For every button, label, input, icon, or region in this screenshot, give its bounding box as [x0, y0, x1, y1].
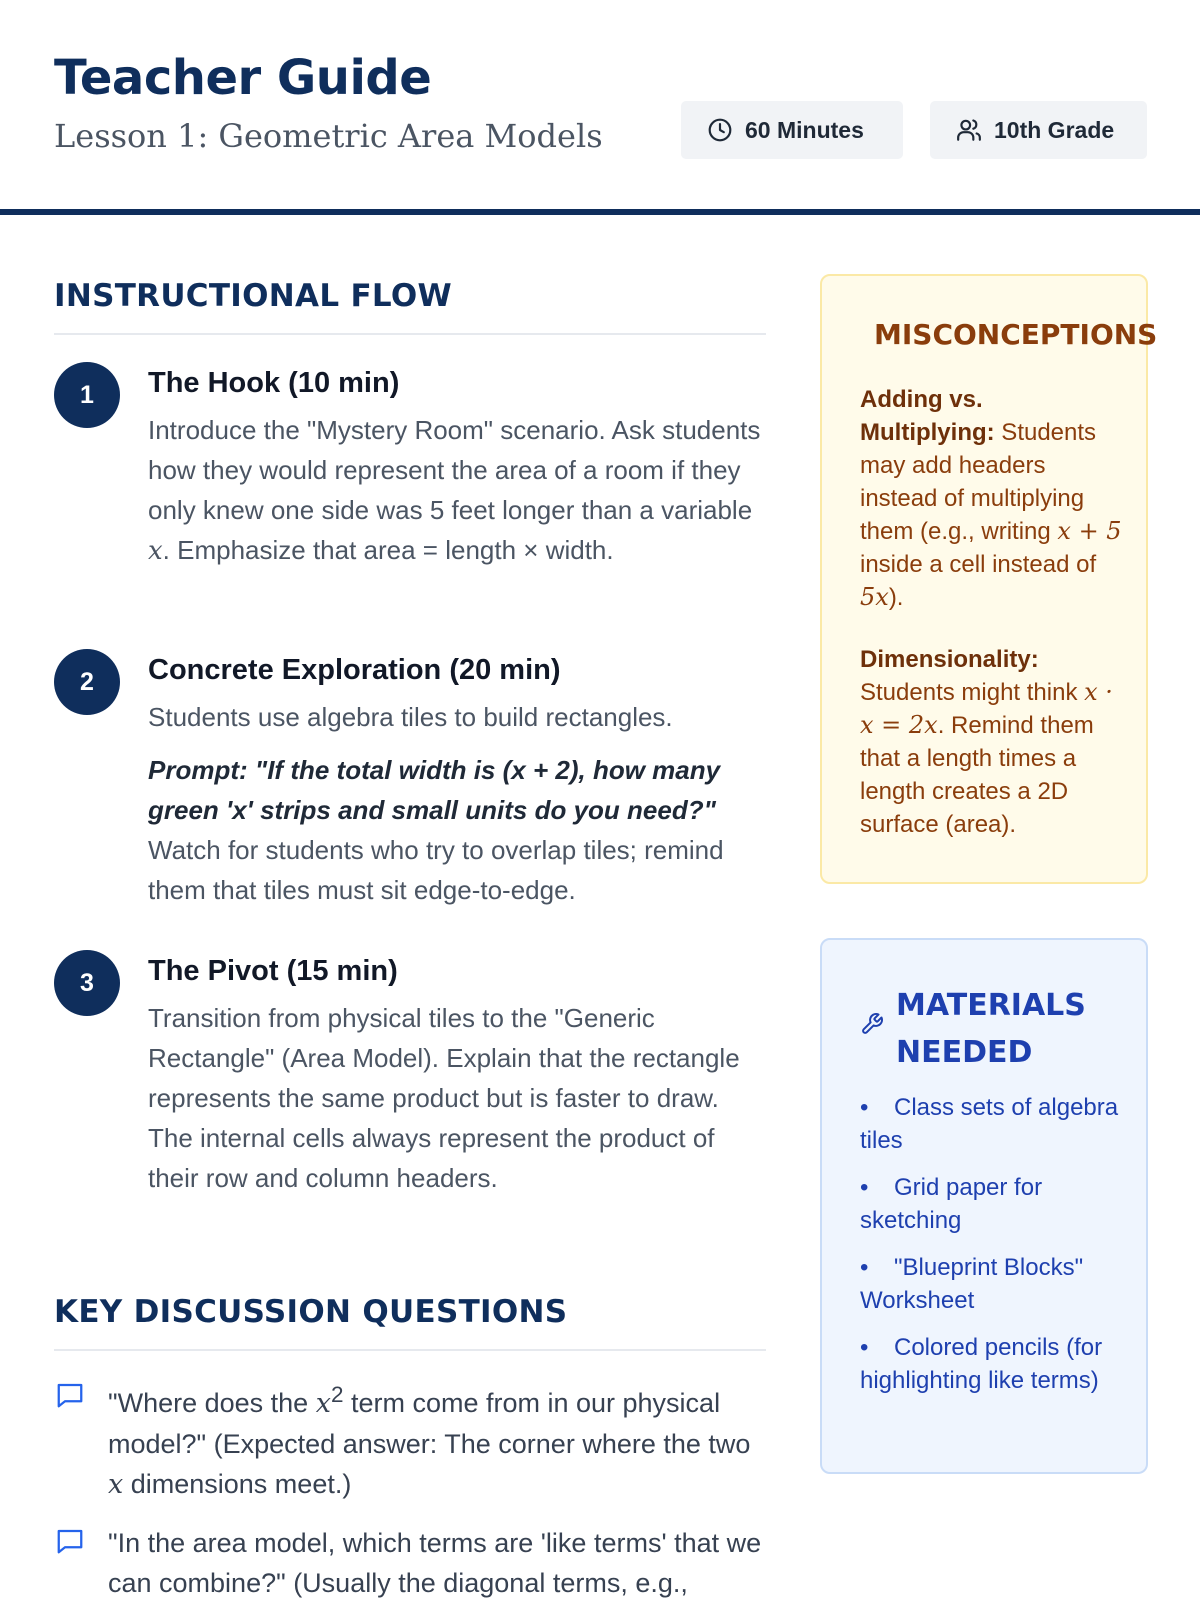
- step-number: 1: [54, 362, 120, 428]
- step-number: 3: [54, 950, 120, 1016]
- misconception-item: Adding vs. Multiplying: Students may add headers instead of multiplying them (e.g., writing x + 5 inside a cell instead of 5x).: [860, 386, 1122, 611]
- list-item: • Class sets of algebra tiles: [860, 1094, 1119, 1154]
- grade-badge: [930, 101, 1147, 159]
- list-item: • "Blueprint Blocks" Worksheet: [860, 1254, 1084, 1314]
- misconceptions-heading: MISCONCEPTIONS: [874, 318, 1158, 351]
- step-prompt: Prompt: "If the total width is (x + 2), how many green 'x' strips and small units do you need?" Watch for students who try to overlap tiles; remind them that tiles must sit edge-to-edge.: [148, 755, 724, 905]
- misconception-item: Dimensionality: Students might think x · x = 2x. Remind them that a length times a length creates a 2D surface (area).: [860, 646, 1113, 838]
- discussion-question: "Where does the $x^2$ term come from in our physical model?" (Expected answer: The corner where the two x dimensions meet.): [108, 1382, 751, 1500]
- page-title: Teacher Guide: [54, 50, 432, 106]
- step-body: Students use algebra tiles to build rectangles.: [148, 702, 673, 732]
- page-header: [0, 0, 1200, 215]
- duration-badge: [681, 101, 903, 159]
- section-divider: [54, 1349, 766, 1351]
- wrench-icon: [860, 1012, 884, 1036]
- message-square-icon: [54, 1380, 86, 1410]
- list-item: • Colored pencils (for highlighting like terms): [860, 1334, 1103, 1394]
- grade-label: 10th Grade: [994, 116, 1115, 143]
- discussion-question: "In the area model, which terms are 'like terms' that we can combine?" (Usually the diagonal terms, e.g.,: [108, 1528, 762, 1598]
- discussion-heading: KEY DISCUSSION QUESTIONS: [54, 1294, 568, 1330]
- instructional-flow-heading: INSTRUCTIONAL FLOW: [54, 278, 453, 314]
- step-body: Introduce the "Mystery Room" scenario. Ask students how they would represent the area of a room if they only knew one side was 5 feet longer than a variable x. Emphasize that area = length × width.: [148, 415, 761, 566]
- message-square-icon: [54, 1526, 86, 1556]
- list-item: • Grid paper for sketching: [860, 1174, 1043, 1234]
- step-number: 2: [54, 649, 120, 715]
- step-title: The Hook (10 min): [148, 367, 400, 399]
- materials-list: [860, 1091, 1128, 1411]
- materials-heading: MATERIALS NEEDED: [896, 988, 1086, 1070]
- step-title: The Pivot (15 min): [148, 955, 398, 987]
- clock-icon: [707, 117, 733, 143]
- duration-label: 60 Minutes: [745, 116, 864, 143]
- step-title: Concrete Exploration (20 min): [148, 654, 561, 686]
- users-icon: [956, 117, 982, 143]
- lesson-subtitle: Lesson 1: Geometric Area Models: [54, 117, 603, 155]
- step-body: Transition from physical tiles to the "Generic Rectangle" (Area Model). Explain that the rectangle represents the same product but is faster to draw. The internal cells always represent the product of their row and column headers.: [148, 1003, 740, 1193]
- section-divider: [54, 333, 766, 335]
